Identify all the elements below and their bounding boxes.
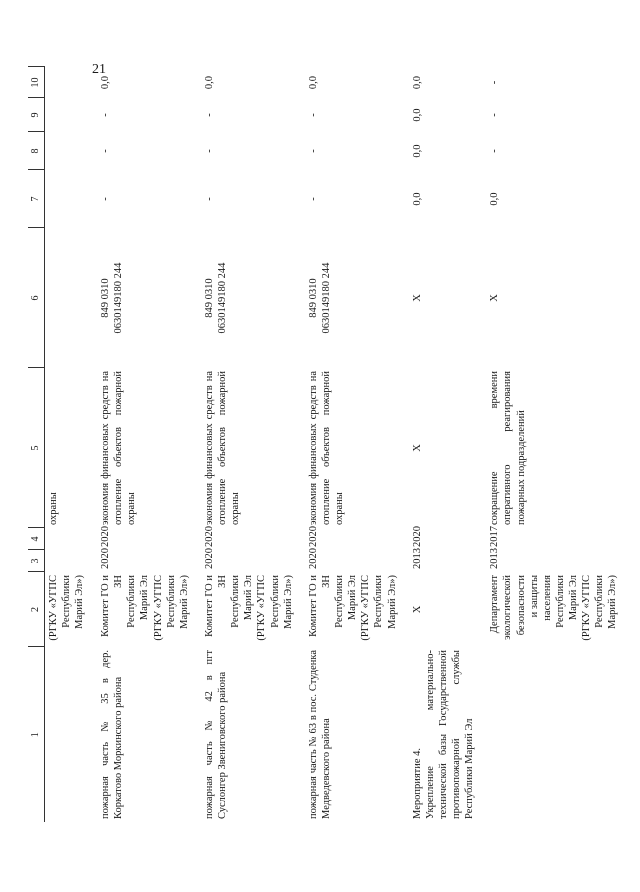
expected-result-cell: охраны <box>48 492 59 525</box>
table-row <box>95 67 199 822</box>
value-cell: - <box>489 149 501 153</box>
value-cell: - <box>307 113 319 117</box>
value-cell: 0,0 <box>411 144 423 158</box>
end-year-cell: 2020 <box>203 526 215 547</box>
start-year-cell: 2020 <box>307 548 319 569</box>
responsible-executor-cell: Комитет ГО и ЗН Республики Марий Эл (РГКУ «УГПС Республики Марий Эл») <box>203 575 294 641</box>
expected-result-cell: экономия финансовых средств на отопление объектов пожарной охраны <box>203 371 242 525</box>
column-header-5: 5 <box>28 368 45 528</box>
value-cell: - <box>203 197 215 201</box>
column-number-header-row <box>28 67 45 822</box>
table-row-continuation <box>45 67 96 822</box>
activities-table <box>28 67 628 823</box>
value-cell: - <box>489 113 501 117</box>
value-cell: 0,0 <box>203 75 215 90</box>
end-year-cell: 2020 <box>100 526 111 547</box>
end-year-cell: 2017 <box>489 526 501 547</box>
responsible-executor-cell: (РГКУ «УГПС Республики Марий Эл») <box>48 575 86 641</box>
responsible-executor-cell: Департамент экологической безопасности и защиты населения Республики Марий Эл (РГКУ «УГПС Республики Марий Эл») <box>489 575 619 641</box>
budget-code-cell: 849 0310 0630149180 244 <box>100 262 125 334</box>
expected-result-cell: экономия финансовых средств на отопление объектов пожарной охраны <box>307 371 345 525</box>
value-cell: - <box>100 113 111 117</box>
value-cell: - <box>307 149 319 153</box>
value-cell: - <box>100 149 111 153</box>
responsible-executor-cell: Комитет ГО и ЗН Республики Марий Эл (РГКУ «УГПС Республики Марий Эл») <box>100 575 190 641</box>
expected-result-cell: экономия финансовых средств на отопление объектов пожарной охраны <box>100 371 138 525</box>
activity-name-cell: Мероприятие 4. Укрепление материально-технической базы Государственной противопожарной службы Республики Марий Эл <box>411 650 476 819</box>
activity-name-cell: пожарная часть № 35 в дер. Коркатово Моркинского района <box>100 650 125 819</box>
value-cell: - <box>307 197 319 201</box>
start-year-cell: 2020 <box>203 548 215 569</box>
budget-code-cell: 849 0310 0630149180 244 <box>203 262 228 334</box>
value-cell: 0,0 <box>411 192 423 206</box>
responsible-executor-cell: X <box>411 605 423 614</box>
value-cell: - <box>100 197 111 201</box>
value-cell: - <box>489 80 501 85</box>
column-header-6: 6 <box>28 228 45 368</box>
activity-name-cell: пожарная часть № 42 в пгт Суслонгер Звениговского района <box>203 650 228 819</box>
column-header-1: 1 <box>28 647 45 822</box>
rotated-table-wrapper <box>28 62 628 822</box>
column-header-2: 2 <box>28 572 45 647</box>
value-cell: - <box>203 113 215 117</box>
table-row <box>407 67 485 822</box>
page-number: 21 <box>92 62 106 77</box>
value-cell: 0,0 <box>411 108 423 122</box>
table-row <box>199 67 303 822</box>
value-cell: 0,0 <box>489 192 501 206</box>
value-cell: 0,0 <box>307 75 319 90</box>
column-header-4: 4 <box>28 528 45 550</box>
start-year-cell: 2013 <box>489 548 501 569</box>
activity-name-cell <box>484 647 627 822</box>
budget-code-cell: X <box>411 294 423 302</box>
budget-code-cell: 849 0310 0630149180 244 <box>307 262 332 334</box>
table-row <box>303 67 407 822</box>
end-year-cell: 2020 <box>411 526 423 547</box>
value-cell: - <box>203 149 215 153</box>
responsible-executor-cell: Комитет ГО и ЗН Республики Марий Эл (РГКУ «УГПС Республики Марий Эл») <box>307 575 398 641</box>
activity-name-cell: пожарная часть № 63 в пос. Студенка Медведевского района <box>307 650 332 819</box>
column-header-8: 8 <box>28 132 45 170</box>
expected-result-cell: X <box>411 444 423 452</box>
column-header-3: 3 <box>28 550 45 572</box>
table-row <box>484 67 627 822</box>
column-header-10: 10 <box>28 67 45 98</box>
column-header-9: 9 <box>28 98 45 132</box>
column-header-7: 7 <box>28 170 45 228</box>
expected-result-cell: сокращение времени оперативного реагирования пожарных подразделений <box>489 371 527 525</box>
end-year-cell: 2020 <box>307 526 319 547</box>
budget-code-cell: X <box>489 294 501 302</box>
value-cell: 0,0 <box>411 75 423 90</box>
start-year-cell: 2013 <box>411 548 423 569</box>
value-cell: 0,0 <box>100 75 111 90</box>
start-year-cell: 2020 <box>100 548 111 569</box>
